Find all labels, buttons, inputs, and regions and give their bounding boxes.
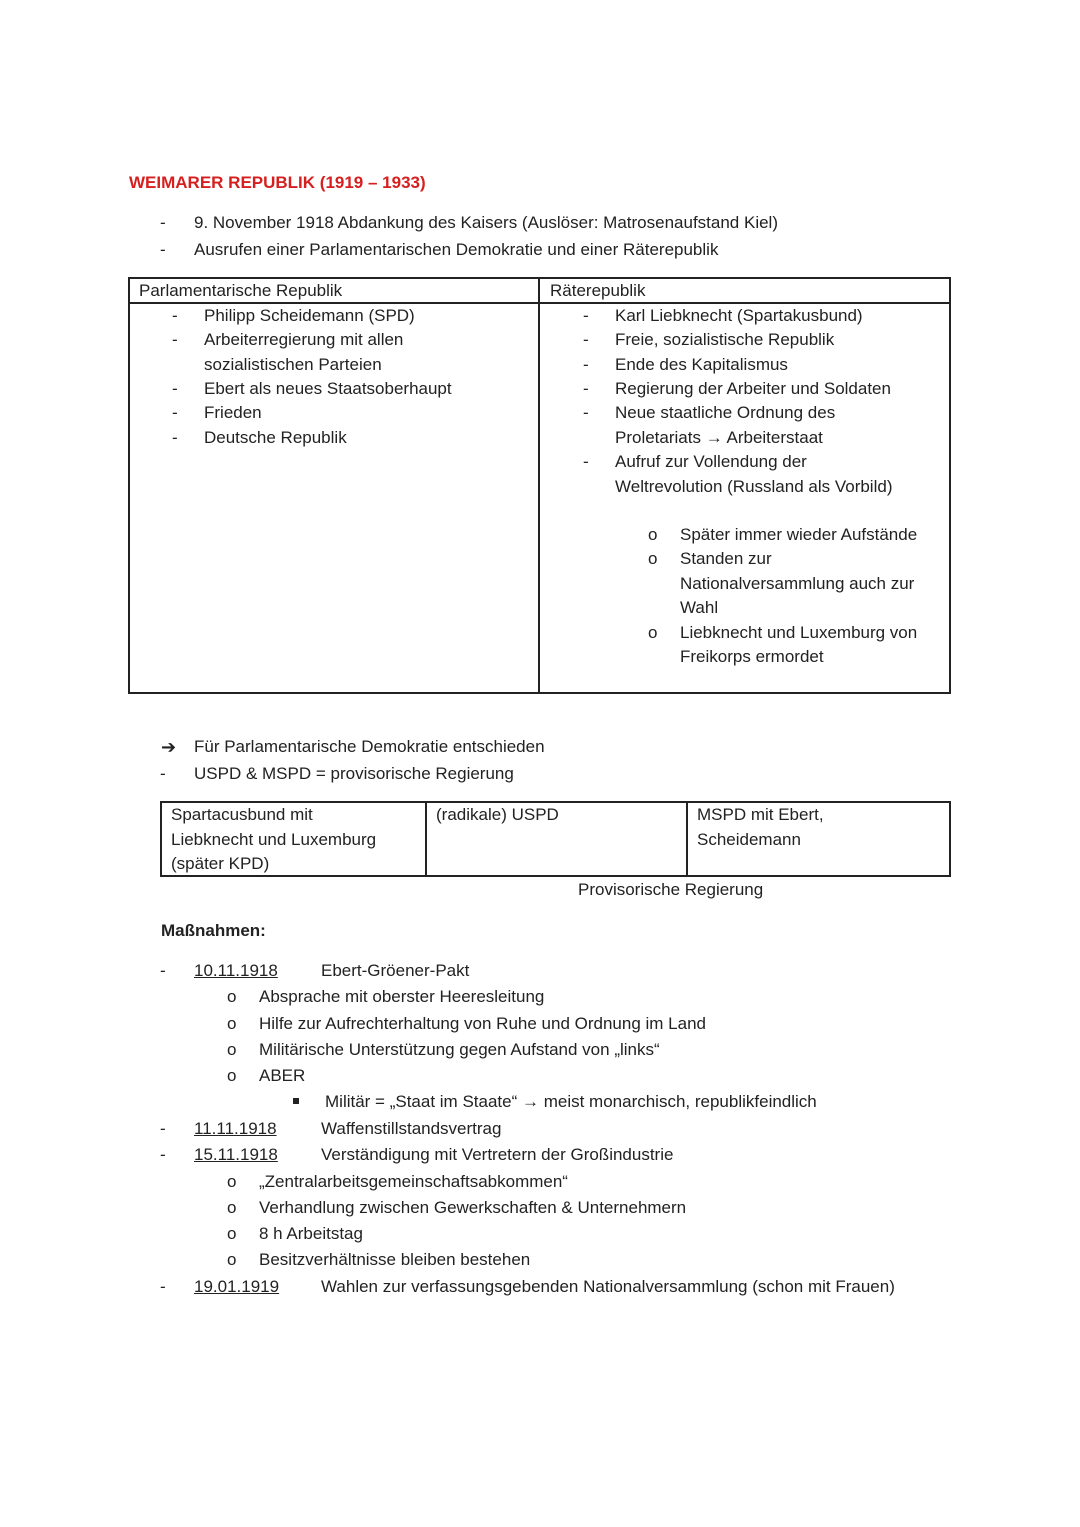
list-item: Hilfe zur Aufrechterhaltung von Ruhe und Ordnung im Land bbox=[259, 1014, 706, 1033]
intro-line: Ausrufen einer Parlamentarischen Demokratie und einer Räterepublik bbox=[194, 240, 719, 259]
list-item: Später immer wieder Aufstände bbox=[680, 525, 918, 544]
table-header-raeterepublik: Räterepublik bbox=[550, 281, 646, 300]
table-divider bbox=[538, 277, 540, 694]
provisional-line: USPD & MSPD = provisorische Regierung bbox=[194, 764, 514, 783]
party-cell-text: (später KPD) bbox=[171, 854, 270, 873]
circle-bullet: o bbox=[227, 1250, 237, 1269]
party-cell-text: Liebknecht und Luxemburg bbox=[171, 830, 377, 849]
dash-bullet: - bbox=[172, 306, 178, 325]
list-item: Deutsche Republik bbox=[204, 428, 347, 447]
list-item: Liebknecht und Luxemburg von bbox=[680, 623, 918, 642]
date-label: 11.11.1918 bbox=[194, 1119, 277, 1138]
party-cell-text: Spartacusbund mit bbox=[171, 805, 313, 824]
circle-bullet: o bbox=[227, 1198, 237, 1217]
dash-bullet: - bbox=[583, 379, 589, 398]
date-label: 10.11.1918 bbox=[194, 961, 278, 980]
list-item: Philipp Scheidemann (SPD) bbox=[204, 306, 415, 325]
dash-bullet: - bbox=[583, 452, 589, 471]
list-item: sozialistischen Parteien bbox=[204, 355, 382, 374]
list-item: Neue staatliche Ordnung des bbox=[615, 403, 836, 422]
list-item: Wahl bbox=[680, 598, 719, 617]
circle-bullet: o bbox=[227, 1040, 237, 1059]
circle-bullet: o bbox=[227, 1066, 237, 1085]
party-cell-text: Scheidemann bbox=[697, 830, 801, 849]
list-item: Freie, sozialistische Republik bbox=[615, 330, 835, 349]
dash-bullet: - bbox=[160, 213, 166, 232]
circle-bullet: o bbox=[227, 1172, 237, 1191]
page-title: WEIMARER REPUBLIK (1919 – 1933) bbox=[129, 173, 426, 192]
list-item: Absprache mit oberster Heeresleitung bbox=[259, 987, 545, 1006]
circle-bullet: o bbox=[648, 623, 658, 642]
list-item: Militärische Unterstützung gegen Aufstand von „links“ bbox=[259, 1040, 660, 1059]
list-item: „Zentralarbeitsgemeinschaftsabkommen“ bbox=[259, 1172, 568, 1191]
dash-bullet: - bbox=[160, 240, 166, 259]
intro-line: 9. November 1918 Abdankung des Kaisers (Auslöser: Matrosenaufstand Kiel) bbox=[194, 213, 778, 232]
dash-bullet: - bbox=[583, 355, 589, 374]
decision-line: Für Parlamentarische Demokratie entschieden bbox=[194, 737, 545, 756]
date-label: 15.11.1918 bbox=[194, 1145, 278, 1164]
list-item: Nationalversammlung auch zur bbox=[680, 574, 915, 593]
dash-bullet: - bbox=[583, 330, 589, 349]
section-heading: Maßnahmen: bbox=[161, 921, 266, 940]
table-divider bbox=[686, 801, 688, 877]
list-item: 8 h Arbeitstag bbox=[259, 1224, 363, 1243]
list-item: Standen zur bbox=[680, 549, 772, 568]
table-header-parlamentarisch: Parlamentarische Republik bbox=[139, 281, 343, 300]
list-item: Freikorps ermordet bbox=[680, 647, 824, 666]
circle-bullet: o bbox=[227, 1224, 237, 1243]
dash-bullet: - bbox=[583, 306, 589, 325]
measure-text: Wahlen zur verfassungsgebenden Nationalversammlung (schon mit Frauen) bbox=[321, 1277, 895, 1296]
list-item: Proletariats → Arbeiterstaat bbox=[615, 428, 823, 447]
circle-bullet: o bbox=[648, 549, 658, 568]
square-bullet-icon bbox=[293, 1098, 299, 1104]
dash-bullet: - bbox=[160, 1119, 166, 1138]
list-item: Ebert als neues Staatsoberhaupt bbox=[204, 379, 452, 398]
list-item: Frieden bbox=[204, 403, 262, 422]
dash-bullet: - bbox=[160, 764, 166, 783]
dash-bullet: - bbox=[172, 428, 178, 447]
measure-text: Ebert-Gröener-Pakt bbox=[321, 961, 470, 980]
list-item: Regierung der Arbeiter und Soldaten bbox=[615, 379, 891, 398]
table-divider bbox=[425, 801, 427, 877]
list-item: ABER bbox=[259, 1066, 306, 1085]
dash-bullet: - bbox=[172, 330, 178, 349]
table-caption: Provisorische Regierung bbox=[578, 880, 764, 899]
party-cell-text: (radikale) USPD bbox=[436, 805, 559, 824]
dash-bullet: - bbox=[172, 379, 178, 398]
measure-text: Verständigung mit Vertretern der Großindustrie bbox=[321, 1145, 674, 1164]
dash-bullet: - bbox=[160, 961, 166, 980]
date-label: 19.01.1919 bbox=[194, 1277, 280, 1296]
list-item: Weltrevolution (Russland als Vorbild) bbox=[615, 477, 893, 496]
arrow-icon: ➔ bbox=[161, 737, 177, 757]
dash-bullet: - bbox=[160, 1145, 166, 1164]
list-item: Ende des Kapitalismus bbox=[615, 355, 788, 374]
list-item: Arbeiterregierung mit allen bbox=[204, 330, 404, 349]
dash-bullet: - bbox=[583, 403, 589, 422]
list-item: Karl Liebknecht (Spartakusbund) bbox=[615, 306, 863, 325]
circle-bullet: o bbox=[227, 1014, 237, 1033]
list-item: Verhandlung zwischen Gewerkschaften & Unternehmern bbox=[259, 1198, 687, 1217]
list-item: Militär = „Staat im Staate“ → meist monarchisch, republikfeindlich bbox=[325, 1092, 817, 1111]
circle-bullet: o bbox=[227, 987, 237, 1006]
dash-bullet: - bbox=[172, 403, 178, 422]
list-item: Besitzverhältnisse bleiben bestehen bbox=[259, 1250, 531, 1269]
party-cell-text: MSPD mit Ebert, bbox=[697, 805, 824, 824]
measure-text: Waffenstillstandsvertrag bbox=[321, 1119, 502, 1138]
list-item: Aufruf zur Vollendung der bbox=[615, 452, 807, 471]
dash-bullet: - bbox=[160, 1277, 166, 1296]
circle-bullet: o bbox=[648, 525, 658, 544]
